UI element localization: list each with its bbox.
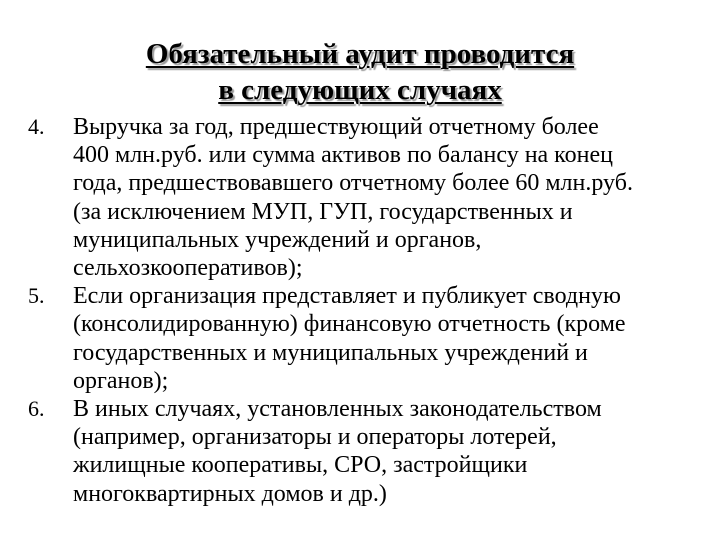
slide-title-line-2: в следующих случаях xyxy=(218,74,502,106)
list-item xyxy=(28,282,698,395)
slide-title xyxy=(110,36,610,108)
audit-cases-list xyxy=(28,113,698,508)
list-item xyxy=(28,113,698,282)
list-item-text: В иных случаях, установленных законодательством (например, организаторы и операторы лотерей, жилищные кооперативы, СРО, застройщики многоквартирных домов и др.) xyxy=(73,396,602,507)
slide-title-line-1: Обязательный аудит проводится xyxy=(145,38,575,70)
list-item-number: 5. xyxy=(28,283,45,309)
list-item xyxy=(28,395,698,508)
list-item-number: 4. xyxy=(28,114,45,139)
list-item-text: Если организация представляет и публикует сводную (консолидированную) финансовую отчетность (кроме государственных и муниципальных учреждений и органов); xyxy=(73,283,626,394)
list-item-number: 6. xyxy=(28,396,45,422)
list-item-text: Выручка за год, предшествующий отчетному более 400 млн.руб. или сумма активов по балансу на конец года, предшествовавшего отчетному более 60 млн.руб. (за исключением МУП, ГУП, государственных и муниципальных учреждений и органов, сельхозкооперативов); xyxy=(73,114,633,282)
